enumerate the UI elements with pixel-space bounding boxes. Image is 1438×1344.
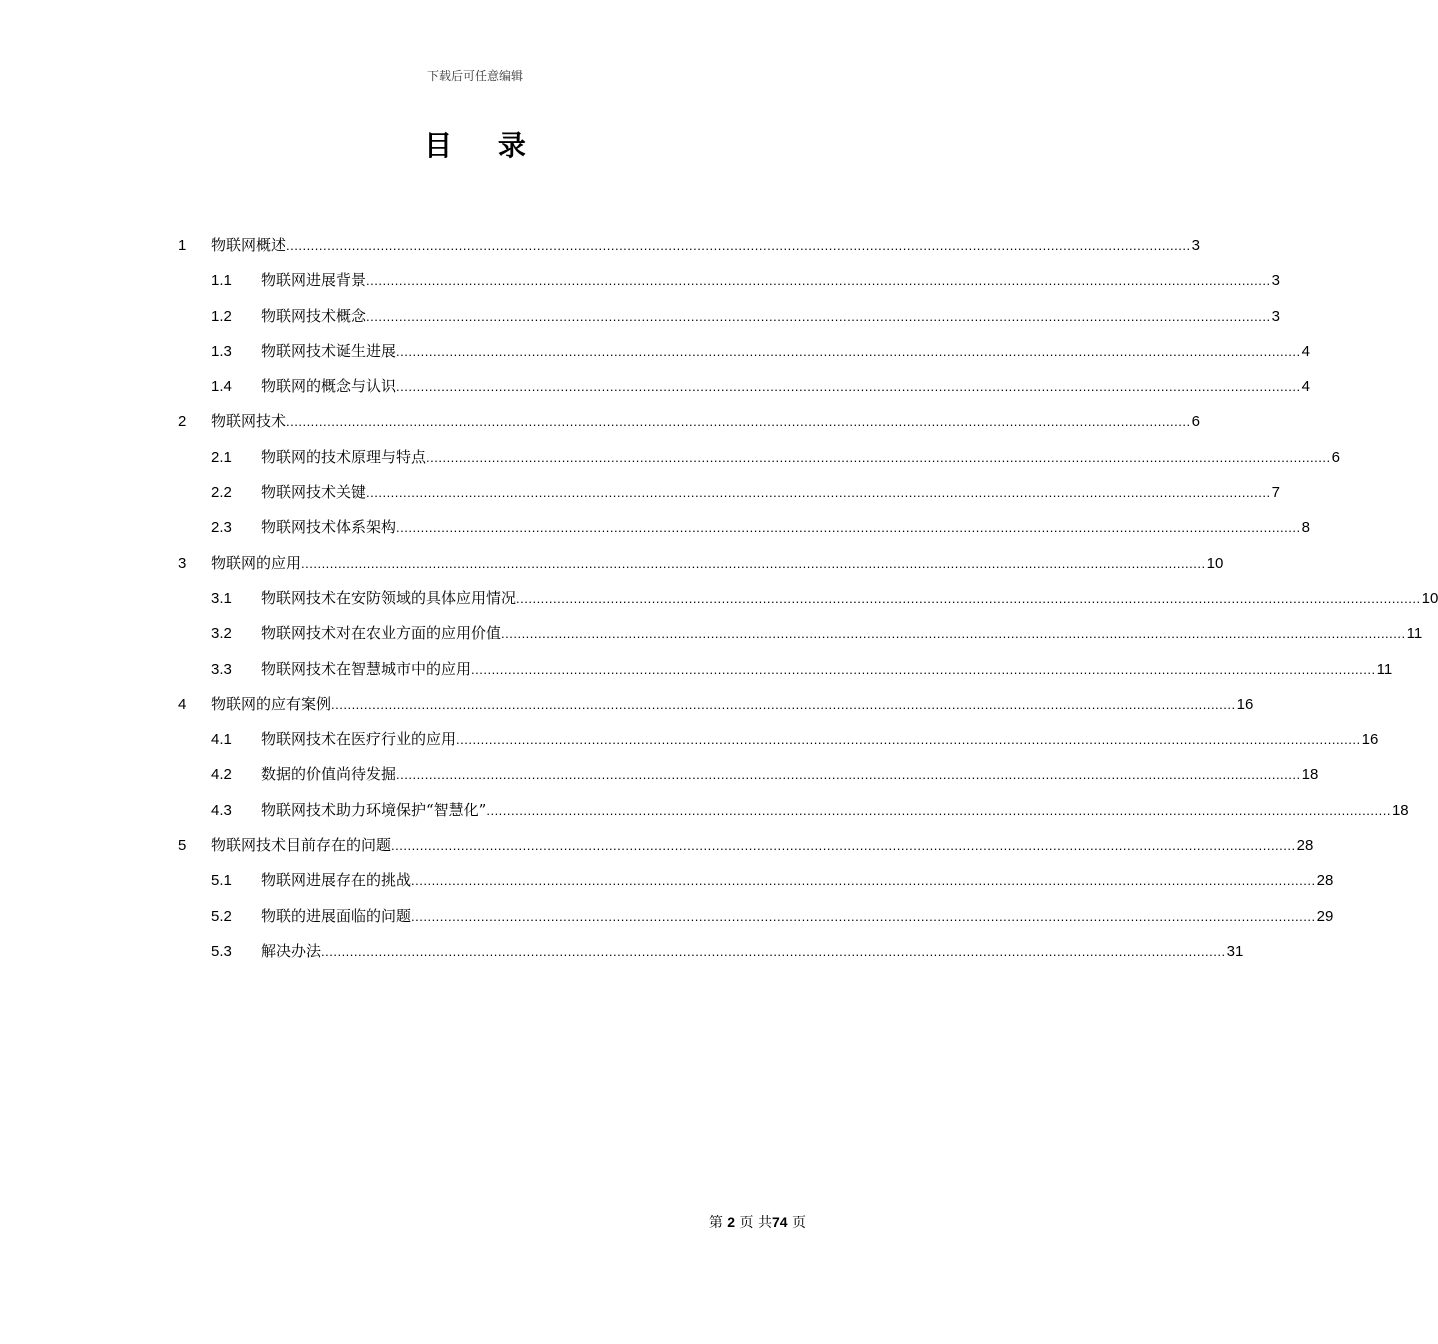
toc-entry-label: 数据的价值尚待发掘	[261, 765, 397, 784]
toc-entry-label: 物联网概述	[211, 236, 287, 254]
toc-entry-label: 物联网技术在安防领域的具体应用情况	[261, 588, 517, 607]
toc-dot-leader: ............................................................................................................................................................................................................................	[396, 379, 1301, 395]
toc-entry-label: 物联网的技术原理与特点	[261, 447, 427, 466]
toc-entry-page: 28	[1296, 837, 1314, 855]
toc-dot-leader: ............................................................................................................................................................................................................................	[396, 767, 1301, 783]
toc-entry-number: 5	[178, 837, 187, 855]
toc-entry[interactable]	[178, 299, 1280, 334]
toc-dot-leader: ............................................................................................................................................................................................................................	[301, 555, 1206, 571]
toc-entry-page: 10	[1421, 589, 1438, 607]
toc-entry-page: 3	[1271, 307, 1280, 325]
toc-entry-page: 10	[1206, 554, 1224, 572]
toc-entry[interactable]	[178, 616, 1423, 651]
toc-entry-page: 4	[1301, 342, 1310, 360]
toc-dot-leader: ............................................................................................................................................................................................................................	[396, 520, 1301, 536]
table-of-contents	[178, 228, 1438, 969]
toc-dot-leader: ............................................................................................................................................................................................................................	[331, 696, 1236, 712]
toc-entry-label: 物联网进展背景	[261, 271, 367, 290]
toc-entry-label: 物联网技术	[211, 412, 287, 431]
toc-entry-number: 2.3	[211, 519, 232, 537]
toc-entry-label: 物联网技术目前存在的问题	[211, 836, 392, 855]
toc-entry[interactable]	[178, 369, 1310, 404]
toc-entry[interactable]	[178, 475, 1280, 510]
toc-dot-leader: ............................................................................................................................................................................................................................	[411, 873, 1316, 889]
toc-entry-number: 4.2	[211, 766, 232, 784]
toc-entry-page: 6	[1191, 413, 1200, 431]
toc-entry-number: 2.1	[211, 448, 232, 466]
total-page-count: 74	[771, 1214, 788, 1230]
toc-entry-page: 4	[1301, 378, 1310, 396]
toc-entry[interactable]	[178, 228, 1200, 263]
toc-entry-number: 3.2	[211, 625, 232, 643]
toc-dot-leader: ............................................................................................................................................................................................................................	[396, 343, 1301, 359]
footer-suffix: 页	[792, 1215, 806, 1231]
toc-dot-leader: ............................................................................................................................................................................................................................	[391, 838, 1296, 854]
toc-dot-leader: ............................................................................................................................................................................................................................	[456, 732, 1361, 748]
toc-entry[interactable]	[178, 863, 1334, 898]
toc-entry-number: 1.2	[211, 307, 232, 325]
toc-entry-page: 16	[1361, 731, 1379, 749]
toc-dot-leader: ............................................................................................................................................................................................................................	[471, 661, 1376, 677]
toc-entry-number: 5.2	[211, 907, 232, 925]
toc-entry-number: 4.3	[211, 801, 232, 819]
toc-entry[interactable]	[178, 899, 1334, 934]
toc-dot-leader: ............................................................................................................................................................................................................................	[516, 590, 1421, 606]
toc-entry-label: 解决办法	[261, 941, 322, 960]
toc-entry-page: 28	[1316, 872, 1334, 890]
toc-entry-label: 物联网技术对在农业方面的应用价值	[261, 624, 502, 643]
toc-dot-leader: ............................................................................................................................................................................................................................	[366, 485, 1271, 501]
toc-entry-label: 物联网的概念与认识	[261, 377, 397, 396]
toc-entry-number: 3.3	[211, 660, 232, 678]
toc-entry-number: 2	[178, 413, 187, 431]
toc-entry-page: 18	[1391, 801, 1409, 819]
toc-entry-label: 物联网进展存在的挑战	[261, 871, 412, 890]
toc-entry-label: 物联网的应有案例	[211, 694, 332, 713]
toc-entry[interactable]	[178, 546, 1224, 581]
toc-entry-page: 29	[1316, 907, 1334, 925]
toc-entry-number: 2.2	[211, 484, 232, 502]
toc-entry-page: 8	[1301, 519, 1310, 537]
toc-entry-number: 5.3	[211, 942, 232, 960]
toc-entry[interactable]	[178, 404, 1200, 439]
footer-mid: 页 共	[739, 1215, 772, 1231]
toc-entry[interactable]	[178, 440, 1340, 475]
toc-dot-leader: ............................................................................................................................................................................................................................	[501, 626, 1406, 642]
toc-entry-page: 11	[1376, 660, 1393, 678]
toc-dot-leader: ............................................................................................................................................................................................................................	[486, 802, 1391, 818]
toc-entry[interactable]	[178, 687, 1254, 722]
toc-entry[interactable]	[178, 757, 1319, 792]
toc-entry-page: 6	[1331, 448, 1340, 466]
toc-entry-label: 物联的进展面临的问题	[261, 906, 412, 925]
toc-entry-number: 5.1	[211, 872, 232, 890]
toc-entry-label: 物联网技术概念	[261, 306, 367, 325]
toc-entry-number: 1.1	[211, 272, 232, 290]
toc-entry-number: 1.3	[211, 342, 232, 360]
toc-entry-number: 3	[178, 554, 187, 572]
toc-dot-leader: ............................................................................................................................................................................................................................	[321, 943, 1226, 959]
toc-entry-page: 18	[1301, 766, 1319, 784]
footer-prefix: 第	[708, 1215, 723, 1231]
toc-dot-leader: ............................................................................................................................................................................................................................	[411, 908, 1316, 924]
toc-entry-number: 3.1	[211, 589, 232, 607]
toc-entry[interactable]	[178, 793, 1409, 828]
toc-entry[interactable]	[178, 722, 1379, 757]
toc-dot-leader: ............................................................................................................................................................................................................................	[426, 449, 1331, 465]
page-footer	[709, 1212, 806, 1232]
toc-entry-label: 物联网技术关键	[261, 483, 367, 502]
toc-entry-number: 4.1	[211, 731, 232, 749]
toc-entry-label: 物联网技术助力环境保护“智慧化”	[261, 800, 487, 819]
toc-entry-number: 4	[178, 695, 187, 713]
toc-dot-leader: ............................................................................................................................................................................................................................	[366, 273, 1271, 289]
page-header: 下载后可任意编辑	[426, 69, 523, 83]
toc-dot-leader: ............................................................................................................................................................................................................................	[286, 238, 1191, 253]
toc-entry-page: 3	[1271, 272, 1280, 290]
page-title: 目 录	[424, 129, 544, 162]
toc-entry[interactable]	[178, 581, 1438, 616]
toc-entry-page: 11	[1406, 625, 1423, 643]
toc-entry-page: 3	[1191, 237, 1200, 254]
toc-entry-label: 物联网技术在医疗行业的应用	[261, 730, 457, 749]
toc-entry-page: 16	[1236, 695, 1254, 713]
toc-entry-label: 物联网技术在智慧城市中的应用	[261, 659, 472, 678]
toc-entry[interactable]	[178, 510, 1310, 545]
toc-entry-number: 1	[178, 237, 187, 254]
toc-entry[interactable]	[178, 652, 1393, 687]
current-page-number: 2	[727, 1214, 736, 1230]
toc-entry-label: 物联网的应用	[211, 553, 302, 572]
toc-entry-label: 物联网技术诞生进展	[261, 341, 397, 360]
toc-entry-number: 1.4	[211, 378, 232, 396]
toc-entry-label: 物联网技术体系架构	[261, 518, 397, 537]
toc-entry[interactable]	[178, 263, 1280, 298]
toc-dot-leader: ............................................................................................................................................................................................................................	[366, 308, 1271, 324]
toc-dot-leader: ............................................................................................................................................................................................................................	[286, 414, 1191, 430]
toc-entry-page: 7	[1271, 484, 1280, 502]
toc-entry[interactable]	[178, 828, 1314, 863]
toc-entry-page: 31	[1226, 942, 1244, 960]
toc-entry[interactable]	[178, 934, 1244, 969]
toc-entry[interactable]	[178, 334, 1310, 369]
